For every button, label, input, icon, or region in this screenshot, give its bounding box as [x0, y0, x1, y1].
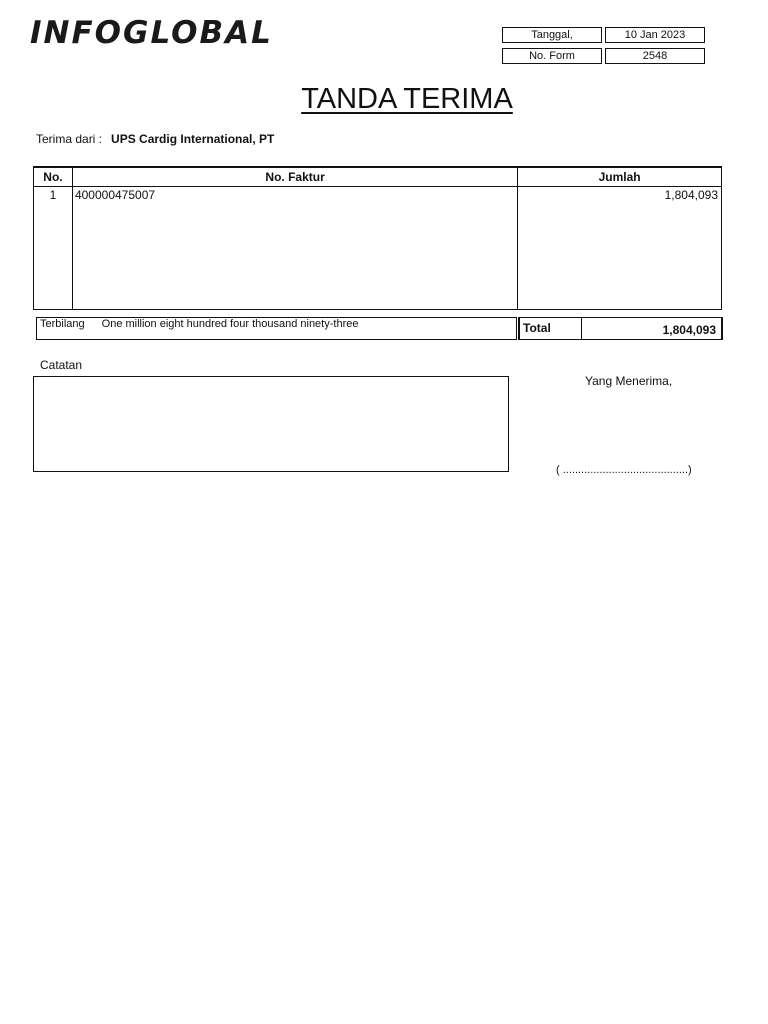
- receiver-label: Yang Menerima,: [585, 374, 673, 388]
- cell-no: 1: [34, 187, 73, 310]
- page-title: [0, 82, 768, 116]
- form-number-label: No. Form: [502, 48, 602, 64]
- total-value: 1,804,093: [581, 317, 723, 340]
- cell-faktur: 400000475007: [72, 187, 517, 310]
- terbilang-value: One million eight hundred four thousand ninety-three: [101, 318, 359, 330]
- notes-box: [33, 376, 509, 472]
- total-label: Total: [518, 317, 582, 340]
- recipient-label: Terima dari :: [36, 132, 103, 146]
- company-logo: INFOGLOBAL: [30, 15, 273, 51]
- recipient-name: UPS Cardig International, PT: [111, 132, 275, 146]
- form-number-value: 2548: [605, 48, 705, 64]
- table-row: [34, 187, 722, 310]
- terbilang-box: [36, 317, 517, 340]
- cell-jumlah: 1,804,093: [518, 187, 722, 310]
- col-header-faktur: No. Faktur: [72, 167, 517, 187]
- signature-line: ( .........................................): [556, 464, 692, 476]
- date-label: Tanggal,: [502, 27, 602, 43]
- notes-label: Catatan: [40, 358, 83, 372]
- terbilang-label: Terbilang: [40, 318, 85, 330]
- date-value: 10 Jan 2023: [605, 27, 705, 43]
- invoice-table: [33, 166, 722, 310]
- page-title-text: TANDA TERIMA: [301, 83, 513, 115]
- recipient-line: [36, 132, 274, 146]
- table-header-row: [34, 167, 722, 187]
- col-header-no: No.: [34, 167, 73, 187]
- col-header-jumlah: Jumlah: [518, 167, 722, 187]
